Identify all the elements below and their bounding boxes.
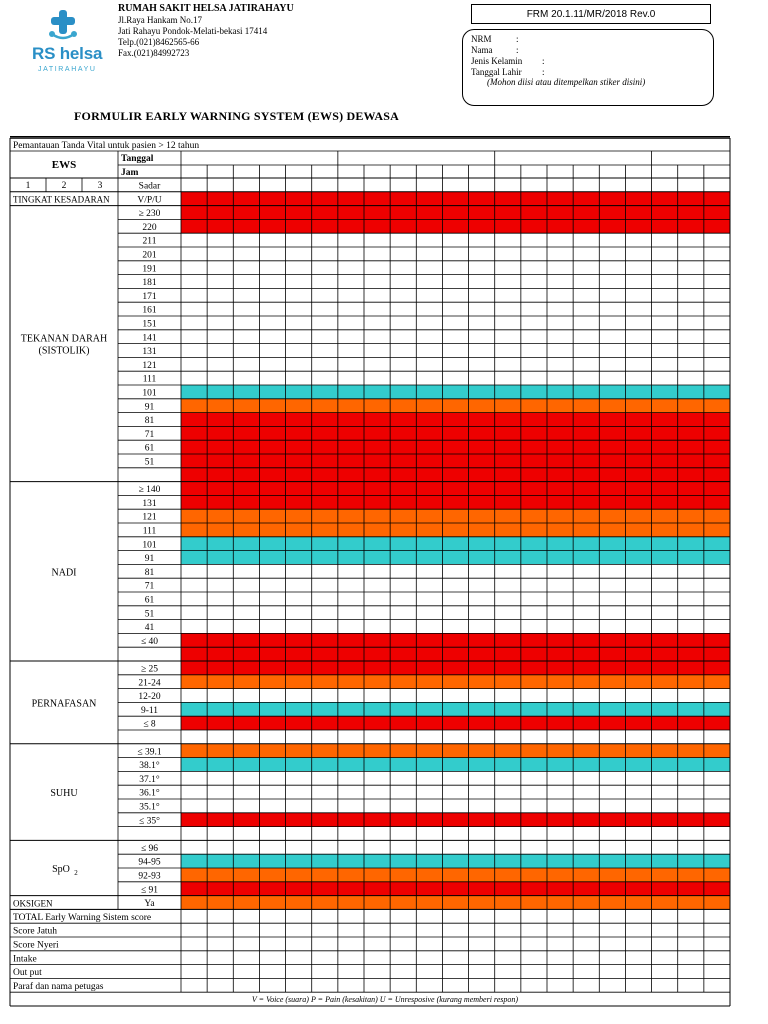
ews-band-red [181,413,730,427]
ews-band-red [181,426,730,440]
ews-row-label: ≤ 8 [143,719,156,730]
ews-row-label: 51 [144,609,155,620]
ews-row-label: ≤ 40 [140,636,159,647]
ews-band-red [181,813,730,827]
ews-row-label: 141 [142,333,157,344]
patient-field-tanggal-lahir: Tanggal Lahir : [471,67,545,77]
ews-row-label: 12-20 [138,692,161,703]
ews-band-red [181,454,730,468]
patient-field-nrm: NRM : [471,34,519,44]
ews-band-cyan [181,537,730,551]
ews-band-red [181,882,730,896]
ews-row-label: 111 [142,374,157,385]
ews-row-label: ≤ 91 [140,885,159,896]
ews-label: EWS [51,159,77,171]
footer-row-label: Score Jatuh [13,926,58,937]
ews-row-label: 181 [142,278,157,289]
tanggal-label: Tanggal [121,154,154,164]
section-name-subscript: 2 [74,869,78,877]
section-name: TEKANAN DARAH [20,333,108,345]
section-name: TINGKAT KESADARAN [13,194,110,205]
footer-row-label: Out put [13,968,42,979]
ews-row-label: 38.1° [139,761,160,772]
ews-row-label: 71 [144,581,155,592]
ews-row-label: 91 [144,554,155,565]
hospital-city: Jati Rahayu Pondok-Melati-bekasi 17414 [118,26,268,36]
section-name: OKSIGEN [13,898,53,909]
footer-row-label: TOTAL Early Warning Sistem score [13,912,152,923]
patient-box-note: (Mohon diisi atau ditempelkan stiker disini) [487,77,646,87]
ews-band-orange [181,509,730,523]
score-number: 1 [25,181,31,191]
patient-field-jenis-kelamin: Jenis Kelamin : [471,56,545,66]
footer-row-label: Score Nyeri [13,940,59,951]
score-number: 2 [61,181,67,191]
ews-band-orange [181,523,730,537]
ews-row-label: 51 [144,457,155,468]
ews-row-label: 101 [142,388,157,399]
ews-row-label: 220 [142,222,157,233]
ews-row-label: 131 [142,498,157,509]
table-caption: Pemantauan Tanda Vital untuk pasien > 12 tahun [13,141,200,151]
ews-row-label: ≥ 140 [138,485,161,496]
ews-band-cyan [181,551,730,565]
score-number: 3 [97,181,103,191]
ews-row-label: 91 [144,402,155,413]
ews-band-red [181,661,730,675]
ews-row-label: 171 [142,291,157,302]
ews-row-label: 92-93 [138,871,161,882]
ews-band-cyan [181,385,730,399]
legend-text: V = Voice (suara) P = Pain (kesakitan) U = Unresposive (kurang memberi respon) [251,995,519,1005]
ews-band-cyan [181,702,730,716]
ews-row-label: 191 [142,264,157,275]
form-code: FRM 20.1.11/MR/2018 Rev.0 [471,4,711,24]
ews-row-label: 201 [142,250,157,261]
ews-row-label: 37.1° [139,774,160,785]
ews-row-label: Sadar [138,181,161,192]
ews-band-red [181,495,730,509]
section-name: SpO [52,864,70,875]
ews-band-red [181,440,730,454]
logo-subtitle: JATIRAHAYU [38,66,97,73]
ews-row-label: 81 [144,416,155,427]
ews-row-label: 121 [142,360,157,371]
ews-band-cyan [181,854,730,868]
ews-row-label: 101 [142,540,157,551]
hospital-name: RUMAH SAKIT HELSA JATIRAHAYU [118,3,294,14]
logo-name: RS helsa [32,44,103,63]
ews-row-label: 61 [144,443,155,454]
ews-band-red [181,468,730,482]
section-name: NADI [51,567,77,579]
ews-row-label: Ya [144,899,155,910]
ews-row-label: 41 [144,623,155,634]
ews-row-label: 71 [144,429,155,440]
ews-row-label: 61 [144,595,155,606]
ews-row-label: 111 [142,526,157,537]
ews-band-orange [181,868,730,882]
ews-row-label: 211 [142,236,157,247]
ews-band-red [181,633,730,647]
ews-row-label: 151 [142,319,157,330]
section-name: SUHU [50,788,78,800]
ews-row-label: ≤ 35° [139,816,160,827]
ews-band-orange [181,744,730,758]
hospital-phone: Telp.(021)8462565-66 [118,37,200,47]
ews-row-label: 21-24 [138,678,161,689]
ews-band-red [181,482,730,496]
ews-row-label: 81 [144,567,155,578]
ews-row-label: 121 [142,512,157,523]
ews-band-red [181,647,730,661]
ews-band-red [181,192,730,206]
ews-band-cyan [181,758,730,772]
ews-band-orange [181,896,730,910]
section-name: PERNAFASAN [31,698,97,710]
ews-row-label: 94-95 [138,857,161,868]
ews-row-label: ≥ 230 [138,209,161,220]
patient-field-nama: Nama : [471,45,519,55]
ews-band-red [181,206,730,220]
footer-row-label: Paraf dan nama petugas [13,981,104,992]
hospital-fax: Fax.(021)84992723 [118,48,190,58]
ews-band-red [181,219,730,233]
ews-row-label: ≤ 39.1 [137,747,162,758]
section-name: (SISTOLIK) [38,345,90,357]
ews-row-label: 9-11 [140,705,159,716]
form-title: FORMULIR EARLY WARNING SYSTEM (EWS) DEWASA [74,109,400,123]
hospital-address: Jl.Raya Hankam No.17 [118,15,202,25]
ews-row-label: 36.1° [139,788,160,799]
jam-label: Jam [121,168,139,178]
ews-row-label: V/P/U [137,195,162,206]
ews-row-label: ≥ 25 [140,664,159,675]
ews-row-label: 131 [142,347,157,358]
ews-band-orange [181,675,730,689]
ews-row-label: 161 [142,305,157,316]
ews-band-orange [181,399,730,413]
ews-row-label: 35.1° [139,802,160,813]
footer-row-label: Intake [13,954,37,965]
ews-band-red [181,716,730,730]
ews-row-label: ≤ 96 [140,843,159,854]
